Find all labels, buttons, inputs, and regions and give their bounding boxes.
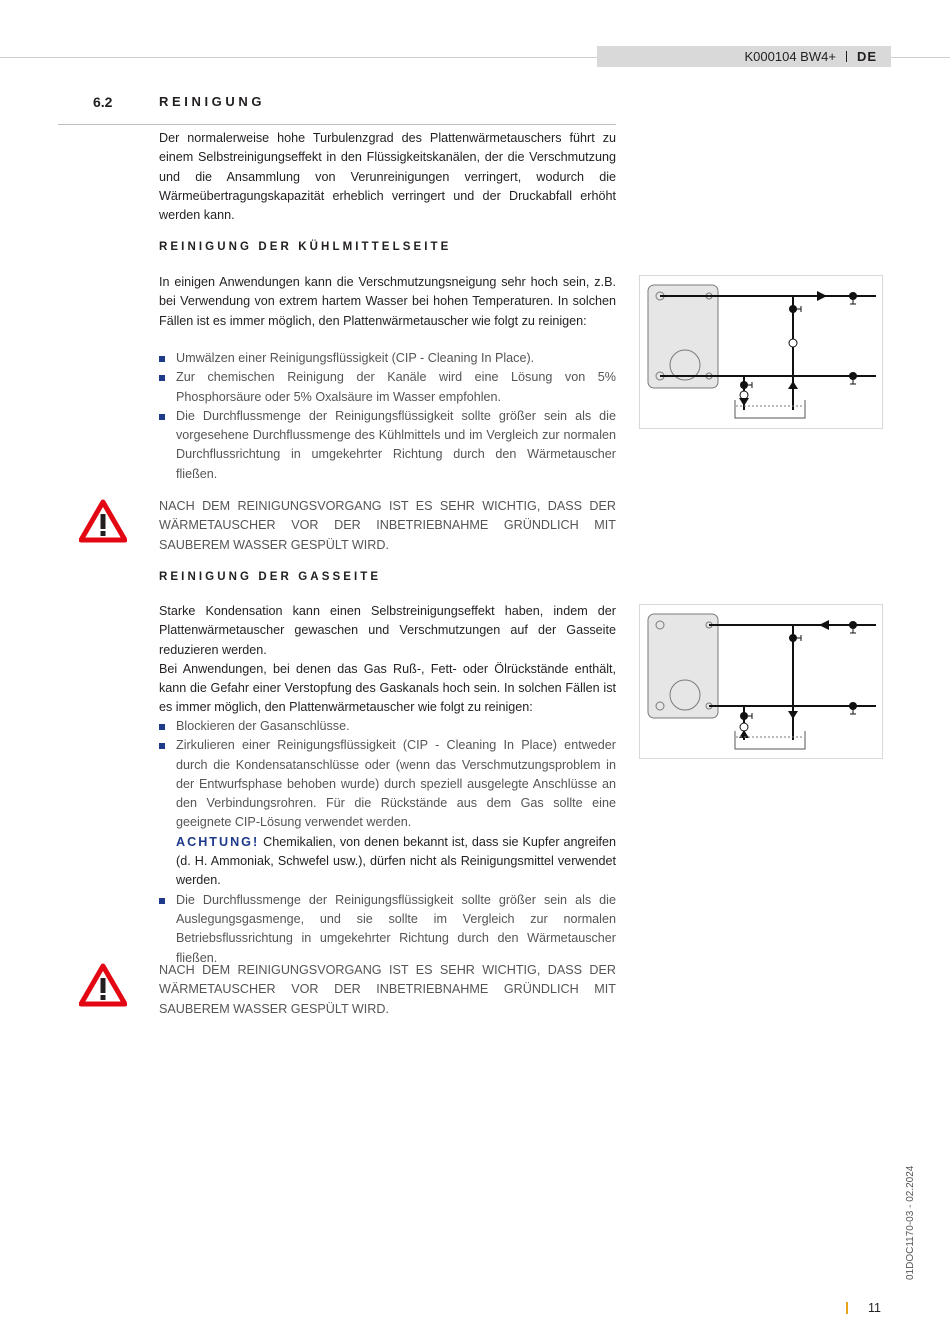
section-rule [58, 124, 616, 125]
gas-warning-text: NACH DEM REINIGUNGSVORGANG IST ES SEHR WICHTIG, DASS DER WÄRMETAUSCHER VOR DER INBETRIEBNAHME GRÜNDLICH MIT SAUBEREM WASSER GESPÜLT WIRD. [159, 963, 616, 1016]
gas-cleaning-diagram [639, 604, 883, 759]
bullet-square-icon [159, 414, 165, 420]
coolant-cleaning-diagram [639, 275, 883, 429]
list-item [159, 368, 616, 407]
bullet-square-icon [159, 743, 165, 749]
bullet-text: Umwälzen einer Reinigungsflüssigkeit (CIP - Cleaning In Place). [176, 351, 535, 365]
bullet-text: Blockieren der Gasanschlüsse. [176, 719, 350, 733]
list-item [159, 891, 616, 968]
list-item [159, 736, 616, 890]
page-marker [846, 1302, 848, 1314]
coolant-warning-text: NACH DEM REINIGUNGSVORGANG IST ES SEHR WICHTIG, DASS DER WÄRMETAUSCHER VOR DER INBETRIEBNAHME GRÜNDLICH MIT SAUBEREM WASSER GESPÜLT WIRD. [159, 499, 616, 552]
list-item [159, 407, 616, 484]
bullet-text: Zirkulieren einer Reinigungsflüssigkeit (CIP - Cleaning In Place) entweder durch die Kondensatanschlüsse oder (wenn das Verschmutzungsproblem in der Entwurfsphase behoben wurde) durch speziell ausgelegte Anschlüsse an den Verbindungsrohren. Für die Rückstände aus dem Gas sollte eine geeignete CIP-Lösung verwendet werden. [176, 738, 616, 830]
coolant-paragraph: In einigen Anwendungen kann die Verschmutzungsneigung sehr hoch sein, z.B. bei Verwendung von extrem hartem Wasser bei hohen Temperaturen. In solchen Fällen ist es immer möglich, den Plattenwärmetauscher wie folgt zu reinigen: [159, 275, 616, 328]
page-number: 11 [868, 1301, 881, 1315]
document-id: K000104 BW4+ [744, 49, 836, 64]
header-separator [846, 51, 847, 62]
section-number: 6.2 [93, 94, 113, 110]
document-header [597, 46, 891, 67]
warning-triangle-icon [79, 499, 127, 543]
achtung-label: ACHTUNG! [176, 834, 260, 849]
intro-paragraph: Der normalerweise hohe Turbulenzgrad des Plattenwärmetauschers führt zu einem Selbstreinigungseffekt in den Flüssigkeitskanälen, der die Verschmutzung und die Ansammlung von Verunreinigungen verringert, wodurch die Wärmeübertragungskapazität erheblich verringert und der Druckabfall erhöht werden kann. [159, 131, 616, 223]
bullet-square-icon [159, 724, 165, 730]
bullet-square-icon [159, 375, 165, 381]
warning-triangle-icon [79, 963, 127, 1007]
achtung-note [176, 833, 616, 891]
list-item [159, 349, 616, 368]
bullet-square-icon [159, 898, 165, 904]
document-code-vertical [905, 1160, 929, 1280]
bullet-text: Zur chemischen Reinigung der Kanäle wird eine Lösung von 5% Phosphorsäure oder 5% Oxalsäure im Wasser empfohlen. [176, 370, 616, 404]
gas-text-1: Starke Kondensation kann einen Selbstreinigungseffekt haben, indem der Plattenwärmetauscher gewaschen und Verschmutzungen auf der Gasseite reduzieren werden. [159, 604, 616, 657]
bullet-text: Die Durchflussmenge der Reinigungsflüssigkeit sollte größer sein als die Auslegungsgasmenge, und sie sollte im Vergleich zur normalen Betriebsflussrichtung in umgekehrter Richtung durch den Wärmetauscher fließen. [176, 892, 616, 965]
list-item [159, 717, 616, 736]
gas-heading: REINIGUNG DER GASSEITE [159, 571, 382, 583]
document-code-text: 01DOC1170-03 - 02.2024 [905, 1165, 916, 1280]
achtung-text: Chemikalien, von denen bekannt ist, dass sie Kupfer angreifen (d. H. Ammoniak, Schwefel usw.), dürfen nicht als Reinigungsmittel verwendet werden. [176, 834, 617, 888]
gas-bullet-list [159, 717, 616, 968]
bullet-square-icon [159, 356, 165, 362]
section-title: REINIGUNG [159, 94, 266, 109]
coolant-bullet-list [159, 349, 616, 484]
gas-paragraph [159, 602, 616, 718]
gas-text-2: Bei Anwendungen, bei denen das Gas Ruß-, Fett- oder Ölrückstände enthält, kann die Gefahr einer Verstopfung des Gaskanals hoch sein. In solchen Fällen ist es immer möglich, den Plattenwärmetauscher wie folgt zu reinigen: [159, 661, 616, 715]
bullet-text: Die Durchflussmenge der Reinigungsflüssigkeit sollte größer sein als die vorgesehene Durchflussmenge des Kühlmittels und im Vergleich zur normalen Durchflussrichtung in umgekehrter Richtung durch den Wärmetauscher fließen. [176, 408, 616, 481]
coolant-heading: REINIGUNG DER KÜHLMITTELSEITE [159, 241, 452, 253]
language-code: DE [856, 49, 877, 64]
